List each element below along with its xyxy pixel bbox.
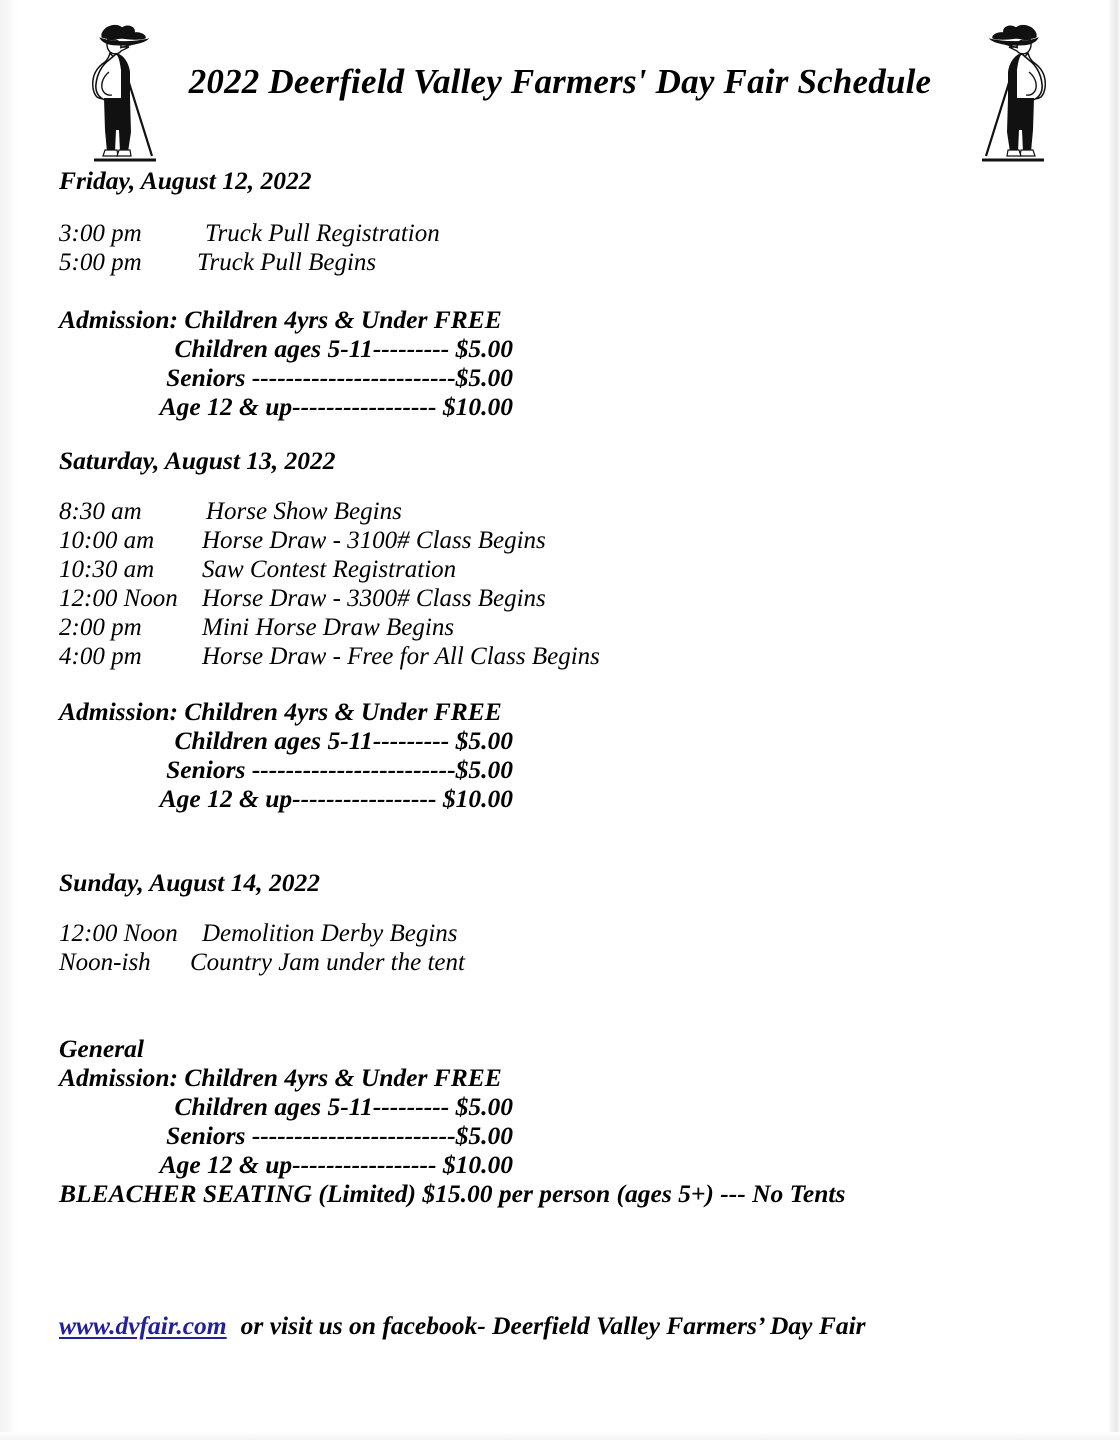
schedule-time: 8:30 am [59, 498, 142, 525]
admission-row: Age 12 & up----------------- $10.00 [159, 392, 513, 421]
admission-header: Admission: Children 4yrs & Under FREE [59, 697, 502, 726]
general-admission-row: Age 12 & up----------------- $10.00 [159, 1150, 513, 1179]
schedule-event: Horse Draw - 3100# Class Begins [202, 527, 546, 554]
schedule-time: 3:00 pm [59, 220, 142, 247]
schedule-time: Noon-ish [59, 949, 151, 976]
admission-row: Children ages 5-11--------- $5.00 [174, 726, 513, 755]
schedule-time: 5:00 pm [59, 249, 142, 276]
admission-row: Seniors ------------------------$5.00 [166, 755, 513, 784]
day-heading-saturday: Saturday, August 13, 2022 [59, 446, 336, 475]
day-heading-sunday: Sunday, August 14, 2022 [59, 868, 320, 897]
footer-facebook-text: or visit us on facebook- Deerfield Valley Farmers’ Day Fair [240, 1311, 866, 1340]
schedule-event: Demolition Derby Begins [202, 920, 458, 947]
admission-row: Seniors ------------------------$5.00 [166, 363, 513, 392]
day-heading-friday: Friday, August 12, 2022 [59, 166, 312, 195]
schedule-event: Country Jam under the tent [190, 949, 465, 976]
general-admission-row: Children ages 5-11--------- $5.00 [174, 1092, 513, 1121]
footer-contact-line [59, 1311, 866, 1341]
page-title: 2022 Deerfield Valley Farmers' Day Fair Schedule [188, 62, 932, 101]
schedule-event: Horse Show Begins [206, 498, 402, 525]
schedule-time: 10:00 am [59, 527, 155, 554]
schedule-event: Horse Draw - Free for All Class Begins [202, 643, 600, 670]
website-link[interactable]: www.dvfair.com [59, 1311, 227, 1340]
admission-row: Age 12 & up----------------- $10.00 [159, 784, 513, 813]
schedule-time: 4:00 pm [59, 643, 142, 670]
schedule-event: Truck Pull Registration [205, 220, 440, 247]
schedule-time: 2:00 pm [59, 614, 142, 641]
schedule-event: Horse Draw - 3300# Class Begins [202, 585, 546, 612]
schedule-time: 10:30 am [59, 556, 155, 583]
schedule-event: Saw Contest Registration [202, 556, 457, 583]
schedule-time: 12:00 Noon [59, 920, 178, 947]
schedule-event: Truck Pull Begins [197, 249, 377, 276]
general-label: General [59, 1034, 144, 1063]
general-admission-row: Seniors ------------------------$5.00 [166, 1121, 513, 1150]
admission-header: Admission: Children 4yrs & Under FREE [59, 305, 502, 334]
admission-row: Children ages 5-11--------- $5.00 [174, 334, 513, 363]
schedule-event: Mini Horse Draw Begins [202, 614, 455, 641]
schedule-time: 12:00 Noon [59, 585, 178, 612]
general-admission-header: Admission: Children 4yrs & Under FREE [59, 1063, 502, 1092]
bleacher-seating-note: BLEACHER SEATING (Limited) $15.00 per person (ages 5+) --- No Tents [59, 1179, 846, 1208]
